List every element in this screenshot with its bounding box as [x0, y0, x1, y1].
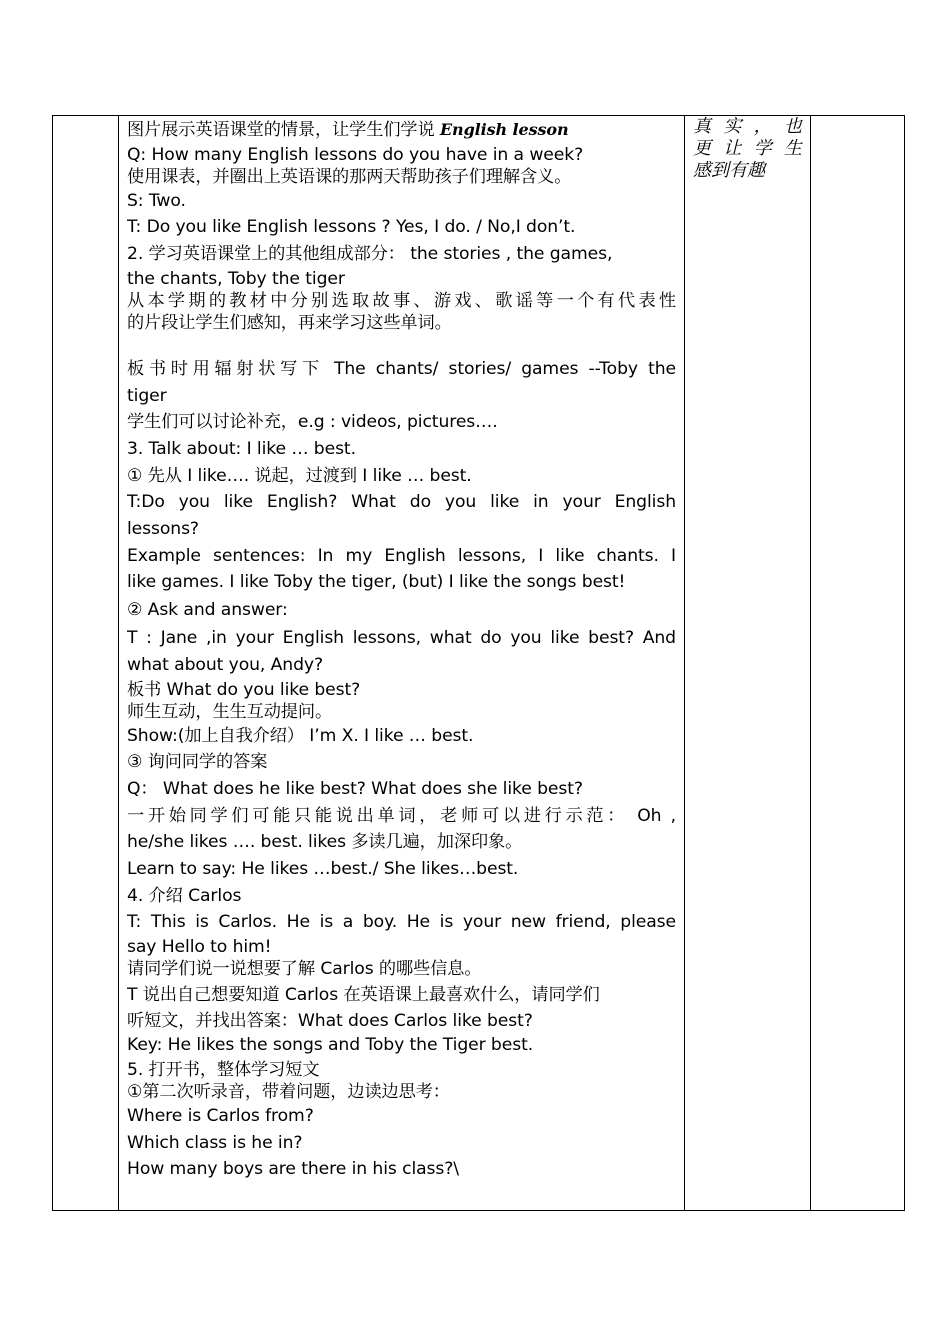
text-line: Key: He likes the songs and Toby the Tiger best.: [127, 1035, 534, 1056]
text-line: ① 先从 I like…. 说起，过渡到 I like … best.: [127, 465, 472, 486]
text-line: [127, 117, 676, 144]
text-line: 师生互动，生生互动提问。: [127, 701, 333, 722]
text-line: Q: How many English lessons do you have in a week?: [127, 144, 584, 165]
procedure-column: [119, 116, 685, 1211]
intent-line: 真实，也: [693, 116, 804, 137]
text-line: Example sentences: In my English lessons, I like chants. I: [127, 545, 676, 566]
text-line: Which class is he in?: [127, 1132, 303, 1153]
text-line: Show:(加上自我介绍） I’m X. I like … best.: [127, 725, 474, 746]
text-line: T 说出自己想要知道 Carlos 在英语课上最喜欢什么，请同学们: [127, 985, 600, 1006]
text-line: 板书 What do you like best?: [127, 679, 361, 700]
text-line: 听短文，并找出答案：What does Carlos like best?: [127, 1011, 533, 1032]
text-line: tiger: [127, 385, 167, 406]
text-line: 的片段让学生们感知，再来学习这些单词。: [127, 312, 452, 333]
text-line-en: English lesson: [439, 120, 569, 139]
text-line: say Hello to him!: [127, 937, 272, 958]
lesson-plan-table: [52, 115, 905, 1211]
text-line: Q： What does he like best? What does she like best?: [127, 778, 583, 799]
text-line: T: Do you like English lessons ? Yes, I do. / No,I don’t.: [127, 217, 576, 238]
text-line: 使用课表，并圈出上英语课的那两天帮助孩子们理解含义。: [127, 166, 572, 187]
text-line: 请同学们说一说想要了解 Carlos 的哪些信息。: [127, 959, 482, 980]
text-line: lessons?: [127, 519, 199, 540]
text-line: S: Two.: [127, 190, 186, 211]
text-line: like games. I like Toby the tiger, (but) I like the songs best!: [127, 572, 626, 593]
remarks-column: [811, 116, 905, 1211]
text-line: ①第二次听录音，带着问题，边读边思考：: [127, 1081, 450, 1102]
text-line: T : Jane ,in your English lessons, what do you like best? And: [127, 628, 676, 649]
text-line: he/she likes …. best. likes 多读几遍，加深印象。: [127, 832, 523, 853]
intent-column: [685, 116, 811, 1211]
text-line: 学生们可以讨论补充，e.g : videos, pictures….: [127, 412, 498, 433]
text-line: ② Ask and answer:: [127, 600, 288, 621]
text-line: How many boys are there in his class?\: [127, 1159, 459, 1180]
text-line: 板书时用辐射状写下 The chants/ stories/ games --Toby the: [127, 358, 676, 379]
text-line: ③ 询问同学的答案: [127, 752, 268, 773]
text-line-cn: 图片展示英语课堂的情景，让学生们学说: [127, 120, 440, 140]
text-line: T: This is Carlos. He is a boy. He is your new friend, please: [127, 912, 676, 933]
text-line: Where is Carlos from?: [127, 1105, 314, 1126]
text-line: Learn to say: He likes …best./ She likes…best.: [127, 859, 519, 880]
table-row: [53, 116, 905, 1211]
text-line: 从本学期的教材中分别选取故事、游戏、歌谣等一个有代表性: [127, 290, 676, 311]
text-line: 4. 介绍 Carlos: [127, 885, 242, 906]
step-column: [53, 116, 119, 1211]
text-line: what about you, Andy?: [127, 654, 324, 675]
text-line: 一开始同学们可能只能说出单词，老师可以进行示范： Oh ,: [127, 805, 676, 826]
text-line: 3. Talk about: I like … best.: [127, 438, 356, 459]
text-line: the chants, Toby the tiger: [127, 268, 345, 289]
text-line: T:Do you like English? What do you like in your English: [127, 492, 676, 513]
intent-line: 感到有趣: [693, 160, 765, 181]
text-line: 5. 打开书，整体学习短文: [127, 1059, 320, 1080]
text-line: 2. 学习英语课堂上的其他组成部分： the stories , the games,: [127, 244, 613, 265]
intent-line: 更让学生: [693, 138, 804, 159]
